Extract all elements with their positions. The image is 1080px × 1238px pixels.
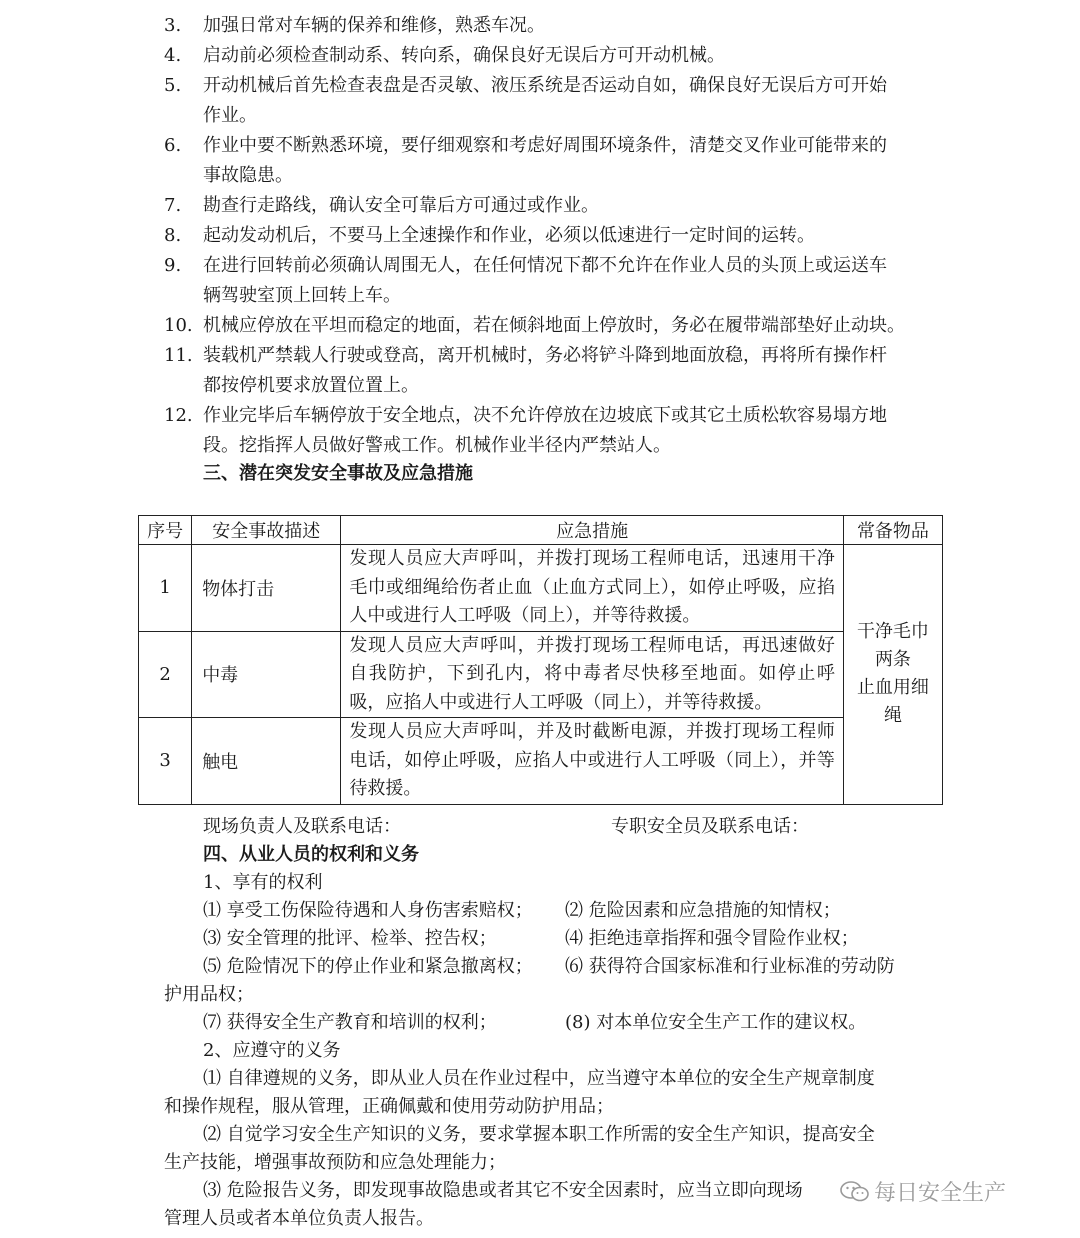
rule-text-cont: 事故隐患。 [203,165,293,186]
rule-text: 在进行回转前必须确认周围无人，在任何情况下都不允许在作业人员的头顶上或运送车 [203,255,887,276]
duty-item-cont: 和操作规程，服从管理，正确佩戴和使用劳动防护用品； [164,1096,614,1117]
header-cell: 常备物品 [843,516,942,545]
rule-number: 12. [164,405,193,426]
right-item-cont: 护用品权； [164,984,254,1005]
rule-number: 4. [164,45,182,66]
rule-number: 6. [164,135,182,156]
right-item: ⑹ 获得符合国家标准和行业标准的劳动防 [565,956,895,977]
rule-number: 11. [164,345,193,366]
table-row [139,545,943,632]
safety-officer-contact: 专职安全员及联系电话： [611,816,809,837]
right-item: ⑷ 拒绝违章指挥和强令冒险作业权； [565,928,859,949]
emergency-table [138,515,943,805]
header-cell: 安全事故描述 [192,516,341,545]
table-row [139,718,943,805]
watermark-text: 每日安全生产 [874,1181,1007,1206]
rule-text: 开动机械后首先检查表盘是否灵敏、液压系统是否运动自如，确保良好无误后方可开始 [203,75,887,96]
right-item: (8) 对本单位安全生产工作的建议权。 [565,1012,867,1033]
duty-item: ⑶ 危险报告义务，即发现事故隐患或者其它不安全因素时，应当立即向现场 [203,1180,803,1201]
rule-text: 装载机严禁载人行驶或登高，离开机械时，务必将铲斗降到地面放稳，再将所有操作杆 [203,345,887,366]
rule-text-cont: 辆驾驶室顶上回转上车。 [203,285,401,306]
supply-line: 两条 [874,649,911,671]
rule-number: 8. [164,225,182,246]
wechat-icon [840,1181,870,1203]
rule-number: 5. [164,75,182,96]
row-number: 3 [139,718,192,805]
rule-text: 启动前必须检查制动系、转向系，确保良好无误后方可开动机械。 [203,45,725,66]
site-leader-contact: 现场负责人及联系电话： [203,816,401,837]
accident-description: 物体打击 [192,545,341,632]
rule-text-cont: 段。挖指挥人员做好警戒工作。机械作业半径内严禁站人。 [203,435,671,456]
row-number: 2 [139,631,192,718]
rule-text: 机械应停放在平坦而稳定的地面，若在倾斜地面上停放时，务必在履带端部垫好止动块。 [203,315,905,336]
rule-text: 加强日常对车辆的保养和维修，熟悉车况。 [203,15,545,36]
duty-item-cont: 生产技能，增强事故预防和应急处理能力； [164,1152,506,1173]
emergency-measure: 发现人员应大声呼叫，并拨打现场工程师电话，迅速用干净毛巾或细绳给伤者止血（止血方式同上），如停止呼吸，应掐人中或进行人工呼吸（同上），并等待救援。 [341,545,844,632]
rule-text: 作业完毕后车辆停放于安全地点，决不允许停放在边坡底下或其它土质松软容易塌方地 [203,405,887,426]
watermark [840,1176,1006,1207]
emergency-measure: 发现人员应大声呼叫，并及时截断电源，并拨打现场工程师电话，如停止呼吸，应掐人中或进行人工呼吸（同上），并等待救援。 [341,718,844,805]
right-item: ⑶ 安全管理的批评、检举、控告权； [203,928,497,949]
duty-item: ⑵ 自觉学习安全生产知识的义务，要求掌握本职工作所需的安全生产知识，提高安全 [203,1124,875,1145]
row-number: 1 [139,545,192,632]
header-cell: 应急措施 [341,516,844,545]
section3-title: 三、潜在突发安全事故及应急措施 [203,463,473,484]
right-item: ⑸ 危险情况下的停止作业和紧急撤离权； [203,956,533,977]
duties-title: 2、应遵守的义务 [203,1040,341,1061]
emergency-measure: 发现人员应大声呼叫，并拨打现场工程师电话，再迅速做好自我防护，下到孔内，将中毒者尽快移至地面。如停止呼吸，应掐人中或进行人工呼吸（同上），并等待救援。 [341,631,844,718]
header-cell: 序号 [139,516,192,545]
rights-title: 1、享有的权利 [203,872,323,893]
supply-line: 干净毛巾 [856,621,929,643]
rule-text-cont: 都按停机要求放置位置上。 [203,375,419,396]
rule-number: 9. [164,255,182,276]
rule-text-cont: 作业。 [203,105,257,126]
duty-item: ⑴ 自律遵规的义务，即从业人员在作业过程中，应当遵守本单位的安全生产规章制度 [203,1068,875,1089]
table-row [139,631,943,718]
accident-description: 中毒 [192,631,341,718]
duty-item-cont: 管理人员或者本单位负责人报告。 [164,1208,434,1229]
supply-line: 止血用细 [856,677,929,699]
rule-text: 勘查行走路线，确认安全可靠后方可通过或作业。 [203,195,599,216]
standby-supplies [843,545,942,805]
rule-text: 作业中要不断熟悉环境，要仔细观察和考虑好周围环境条件，清楚交叉作业可能带来的 [203,135,887,156]
rule-text: 起动发动机后，不要马上全速操作和作业，必须以低速进行一定时间的运转。 [203,225,815,246]
section4-title: 四、从业人员的权利和义务 [203,844,419,865]
right-item: ⑵ 危险因素和应急措施的知情权； [565,900,841,921]
table-header-row [139,516,943,545]
rule-number: 7. [164,195,182,216]
supply-line: 绳 [883,705,902,727]
right-item: ⑺ 获得安全生产教育和培训的权利； [203,1012,497,1033]
accident-description: 触电 [192,718,341,805]
rule-number: 3. [164,15,182,36]
rule-number: 10. [164,315,193,336]
right-item: ⑴ 享受工伤保险待遇和人身伤害索赔权； [203,900,533,921]
